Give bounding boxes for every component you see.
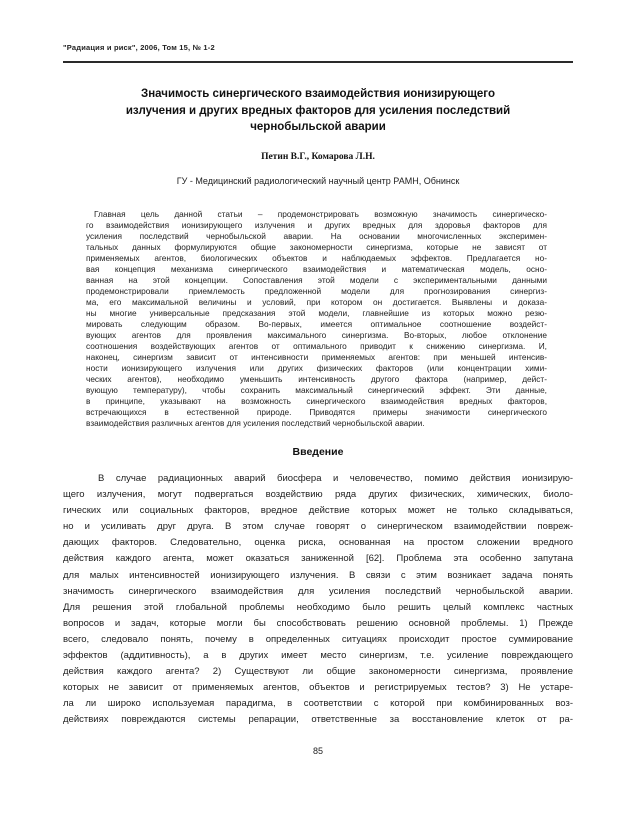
text-line: вая концепция механизма синергического взаимодействия и математическая модель, осно- bbox=[86, 264, 547, 274]
text-line: соотношения воздействующих агентов от оптимального приводит к снижению синергизма. И, bbox=[86, 341, 547, 351]
text-line: гических или социальных факторов, вредное действие которых может не только складываться, bbox=[63, 505, 573, 517]
text-line: ческих агентов), необходимо уменьшить интенсивность другого фактора (например, дейст- bbox=[86, 374, 547, 384]
article-abstract bbox=[86, 209, 547, 429]
text-line: применяемых агентов, биологических объектов и наблюдаемых эффектов. Предлагается но- bbox=[86, 253, 547, 263]
text-line: значимость синергического взаимодействия для усиления последствий чернобыльской аварии. bbox=[63, 585, 573, 597]
text-line: дающих факторов. Следовательно, оценка риска, основанная на простом сложении вредного bbox=[63, 537, 573, 549]
text-line: го взаимодействия ионизирующего излучения и других вредных для здоровья факторов для bbox=[86, 220, 547, 230]
article-title bbox=[63, 86, 573, 136]
text-line: для малых интенсивностей ионизирующего излучения. В связи с этим возникает задача понять bbox=[63, 569, 573, 581]
text-line: Главная цель данной статьи – продемонстрировать возможную значимость синергическо- bbox=[94, 209, 547, 219]
text-line: действия каждого агента, может оказаться заниженной [62]. Проблема эта особенно запутана bbox=[63, 553, 573, 565]
text-line: эффектов (аддитивность), а в других имеет место синергизм, т.е. усиление повреждающего bbox=[63, 650, 573, 662]
text-line: встречающихся в естественной природе. Приводятся примеры значимости синергического bbox=[86, 407, 547, 417]
introduction-text bbox=[63, 471, 573, 729]
text-line: мировать следующим образом. Во-первых, имеется оптимальное соотношение воздейст- bbox=[86, 319, 547, 329]
text-line: щего излучения, могут подвергаться воздействию ряда других физических, химических, биоло- bbox=[63, 489, 573, 501]
text-line: продемонстрировали приемлемость предложенной модели для прогнозирования синергиз- bbox=[86, 286, 547, 296]
text-line: Для решения этой глобальной проблемы необходимо было решить целый комплекс частных bbox=[63, 601, 573, 613]
text-line: ности ионизирующего излучения или других физических факторов (или концентрации хими- bbox=[86, 363, 547, 373]
text-line: наконец, синергизм зависит от интенсивности применяемых агентов: при меньшей интенсив- bbox=[86, 352, 547, 362]
text-line: ла ли широко используемая парадигма, в соответствии с которой при комбинированных воз- bbox=[63, 698, 573, 710]
text-line: чернобыльской аварии bbox=[250, 121, 386, 133]
text-line: взаимодействия различных агентов для усиления последствий чернобыльской аварии. bbox=[86, 418, 425, 428]
text-line: вопросов и задач, которые могли бы способствовать решению основной проблемы. 1) Прежде bbox=[63, 617, 573, 629]
text-line: действия каждого агента? 2) Существуют ли общие закономерности синергизма, проявление bbox=[63, 666, 573, 678]
text-line: излучения и других вредных факторов для усиления последствий bbox=[125, 104, 511, 117]
page-number: 85 bbox=[312, 746, 323, 756]
text-line: действиях повреждаются системы репарации, ответственные за восстановление клеток от ра- bbox=[63, 714, 573, 726]
text-line: усиления последствий чернобыльской аварии. На основании многочисленных эксперимен- bbox=[86, 231, 547, 241]
text-line: ма, его максимальной величины и условий, при котором он достигается. Выявлены и доказа- bbox=[86, 297, 547, 307]
text-line: ванная на этой концепции. Сопоставления этой модели с экспериментальными данными bbox=[86, 275, 547, 285]
text-line: вующих агентов для проявления максимального синергизма. Во-вторых, любое отклонение bbox=[86, 330, 547, 340]
article-affiliation: ГУ - Медицинский радиологический научный центр РАМН, Обнинск bbox=[176, 176, 460, 186]
text-line: В случае радиационных аварий биосфера и человечество, помимо действия ионизирую- bbox=[98, 473, 573, 484]
section-heading-introduction: Введение bbox=[292, 446, 344, 458]
text-line: всего, следовало понять, почему в определенных ситуациях происходит простое суммирование bbox=[63, 633, 573, 645]
text-line: тальных данных формулируются общие закономерности синергизма, которые не зависят от bbox=[86, 242, 547, 252]
text-line: но и усиливать друг друга. В этом случае говорят о синергическом взаимодействии повреж- bbox=[63, 521, 573, 533]
text-line: вующую температуру), чтобы сохранить максимальный синергический эффект. Эти данные, bbox=[86, 385, 547, 395]
header-divider bbox=[63, 61, 573, 63]
text-line: ны многие универсальные предсказания этой модели, главнейшие из которых можно резю- bbox=[86, 308, 547, 318]
journal-header: "Радиация и риск", 2006, Том 15, № 1-2 bbox=[63, 43, 215, 52]
text-line: Значимость синергического взаимодействия ионизирующего bbox=[141, 88, 495, 100]
article-authors: Петин В.Г., Комарова Л.Н. bbox=[261, 152, 375, 162]
text-line: в принципе, указывают на возможность синергического взаимодействия вредных факторов, bbox=[86, 396, 547, 406]
text-line: которых не зависит от применяемых агентов, объектов и регистрируемых тестов? 3) Не устаре- bbox=[63, 682, 573, 694]
